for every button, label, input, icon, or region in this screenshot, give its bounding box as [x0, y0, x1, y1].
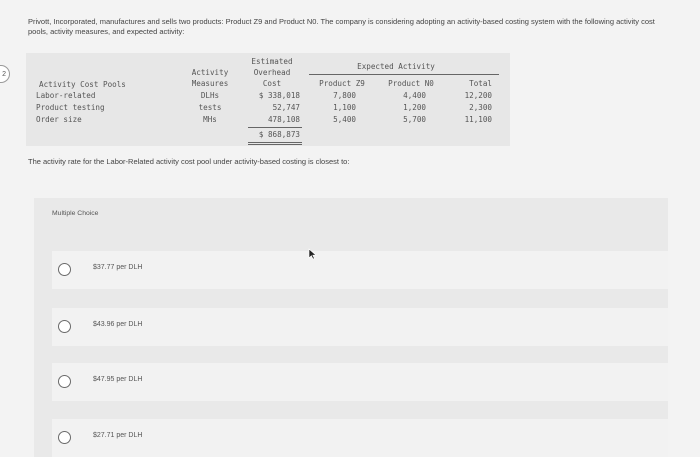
- header-expected-activity: Expected Activity: [357, 62, 435, 71]
- row-pool: Labor-related: [36, 91, 96, 100]
- header-measures-l2: Measures: [191, 79, 229, 88]
- row-pool: Order size: [36, 115, 82, 124]
- radio-button[interactable]: [58, 263, 71, 276]
- row-total: 12,200: [464, 91, 492, 100]
- activity-cost-table: [26, 53, 510, 146]
- radio-button[interactable]: [58, 320, 71, 333]
- row-total: 2,300: [469, 103, 492, 112]
- multiple-choice-label: Multiple Choice: [52, 210, 99, 217]
- expected-activity-underline: [309, 74, 499, 75]
- row-n0: 4,400: [403, 91, 426, 100]
- row-z9: 1,100: [333, 103, 356, 112]
- row-pool: Product testing: [36, 103, 105, 112]
- grand-total-cost: $ 868,873: [258, 130, 300, 139]
- problem-intro-text: Privott, Incorporated, manufactures and sells two products: Product Z9 and Product N0. The company is considering adopting an activity-based costing system with the following activity cost pools, activity measures, and expected activity:: [28, 17, 655, 36]
- answer-option-c[interactable]: [52, 363, 668, 401]
- answer-option-text: $47.95 per DLH: [93, 376, 143, 383]
- question-text: The activity rate for the Labor-Related activity cost pool under activity-based costing is closest to:: [28, 157, 350, 166]
- header-total: Total: [469, 79, 492, 88]
- radio-button[interactable]: [58, 431, 71, 444]
- row-total: 11,100: [464, 115, 492, 124]
- question-number-badge: 2: [0, 65, 10, 83]
- total-line-bottom-1: [248, 142, 302, 143]
- row-cost: $ 338,018: [258, 91, 300, 100]
- row-n0: 1,200: [403, 103, 426, 112]
- answer-option-a[interactable]: [52, 251, 668, 289]
- row-n0: 5,700: [403, 115, 426, 124]
- header-estimated: Estimated: [251, 57, 293, 66]
- answer-option-text: $43.96 per DLH: [93, 321, 143, 328]
- row-measure: DLHs: [200, 91, 220, 100]
- header-overhead: Overhead: [253, 68, 291, 77]
- row-cost: 52,747: [272, 103, 300, 112]
- header-cost: Cost: [262, 79, 282, 88]
- answer-option-text: $27.71 per DLH: [93, 432, 143, 439]
- answer-option-b[interactable]: [52, 308, 668, 346]
- row-measure: MHs: [203, 115, 217, 124]
- total-line-top: [248, 127, 302, 128]
- mouse-pointer-icon: [308, 248, 317, 260]
- answer-option-text: $37.77 per DLH: [93, 264, 143, 271]
- header-product-z9: Product Z9: [319, 79, 365, 88]
- total-line-bottom-2: [248, 144, 302, 145]
- answer-option-d[interactable]: [52, 419, 668, 457]
- row-z9: 5,400: [333, 115, 356, 124]
- header-activity-l1: Activity: [191, 68, 229, 77]
- row-cost: 478,108: [267, 115, 300, 124]
- radio-button[interactable]: [58, 375, 71, 388]
- header-product-n0: Product N0: [388, 79, 434, 88]
- multiple-choice-panel: [34, 198, 668, 457]
- row-measure: tests: [198, 103, 222, 112]
- row-z9: 7,800: [333, 91, 356, 100]
- header-activity-cost-pools: Activity Cost Pools: [39, 80, 126, 89]
